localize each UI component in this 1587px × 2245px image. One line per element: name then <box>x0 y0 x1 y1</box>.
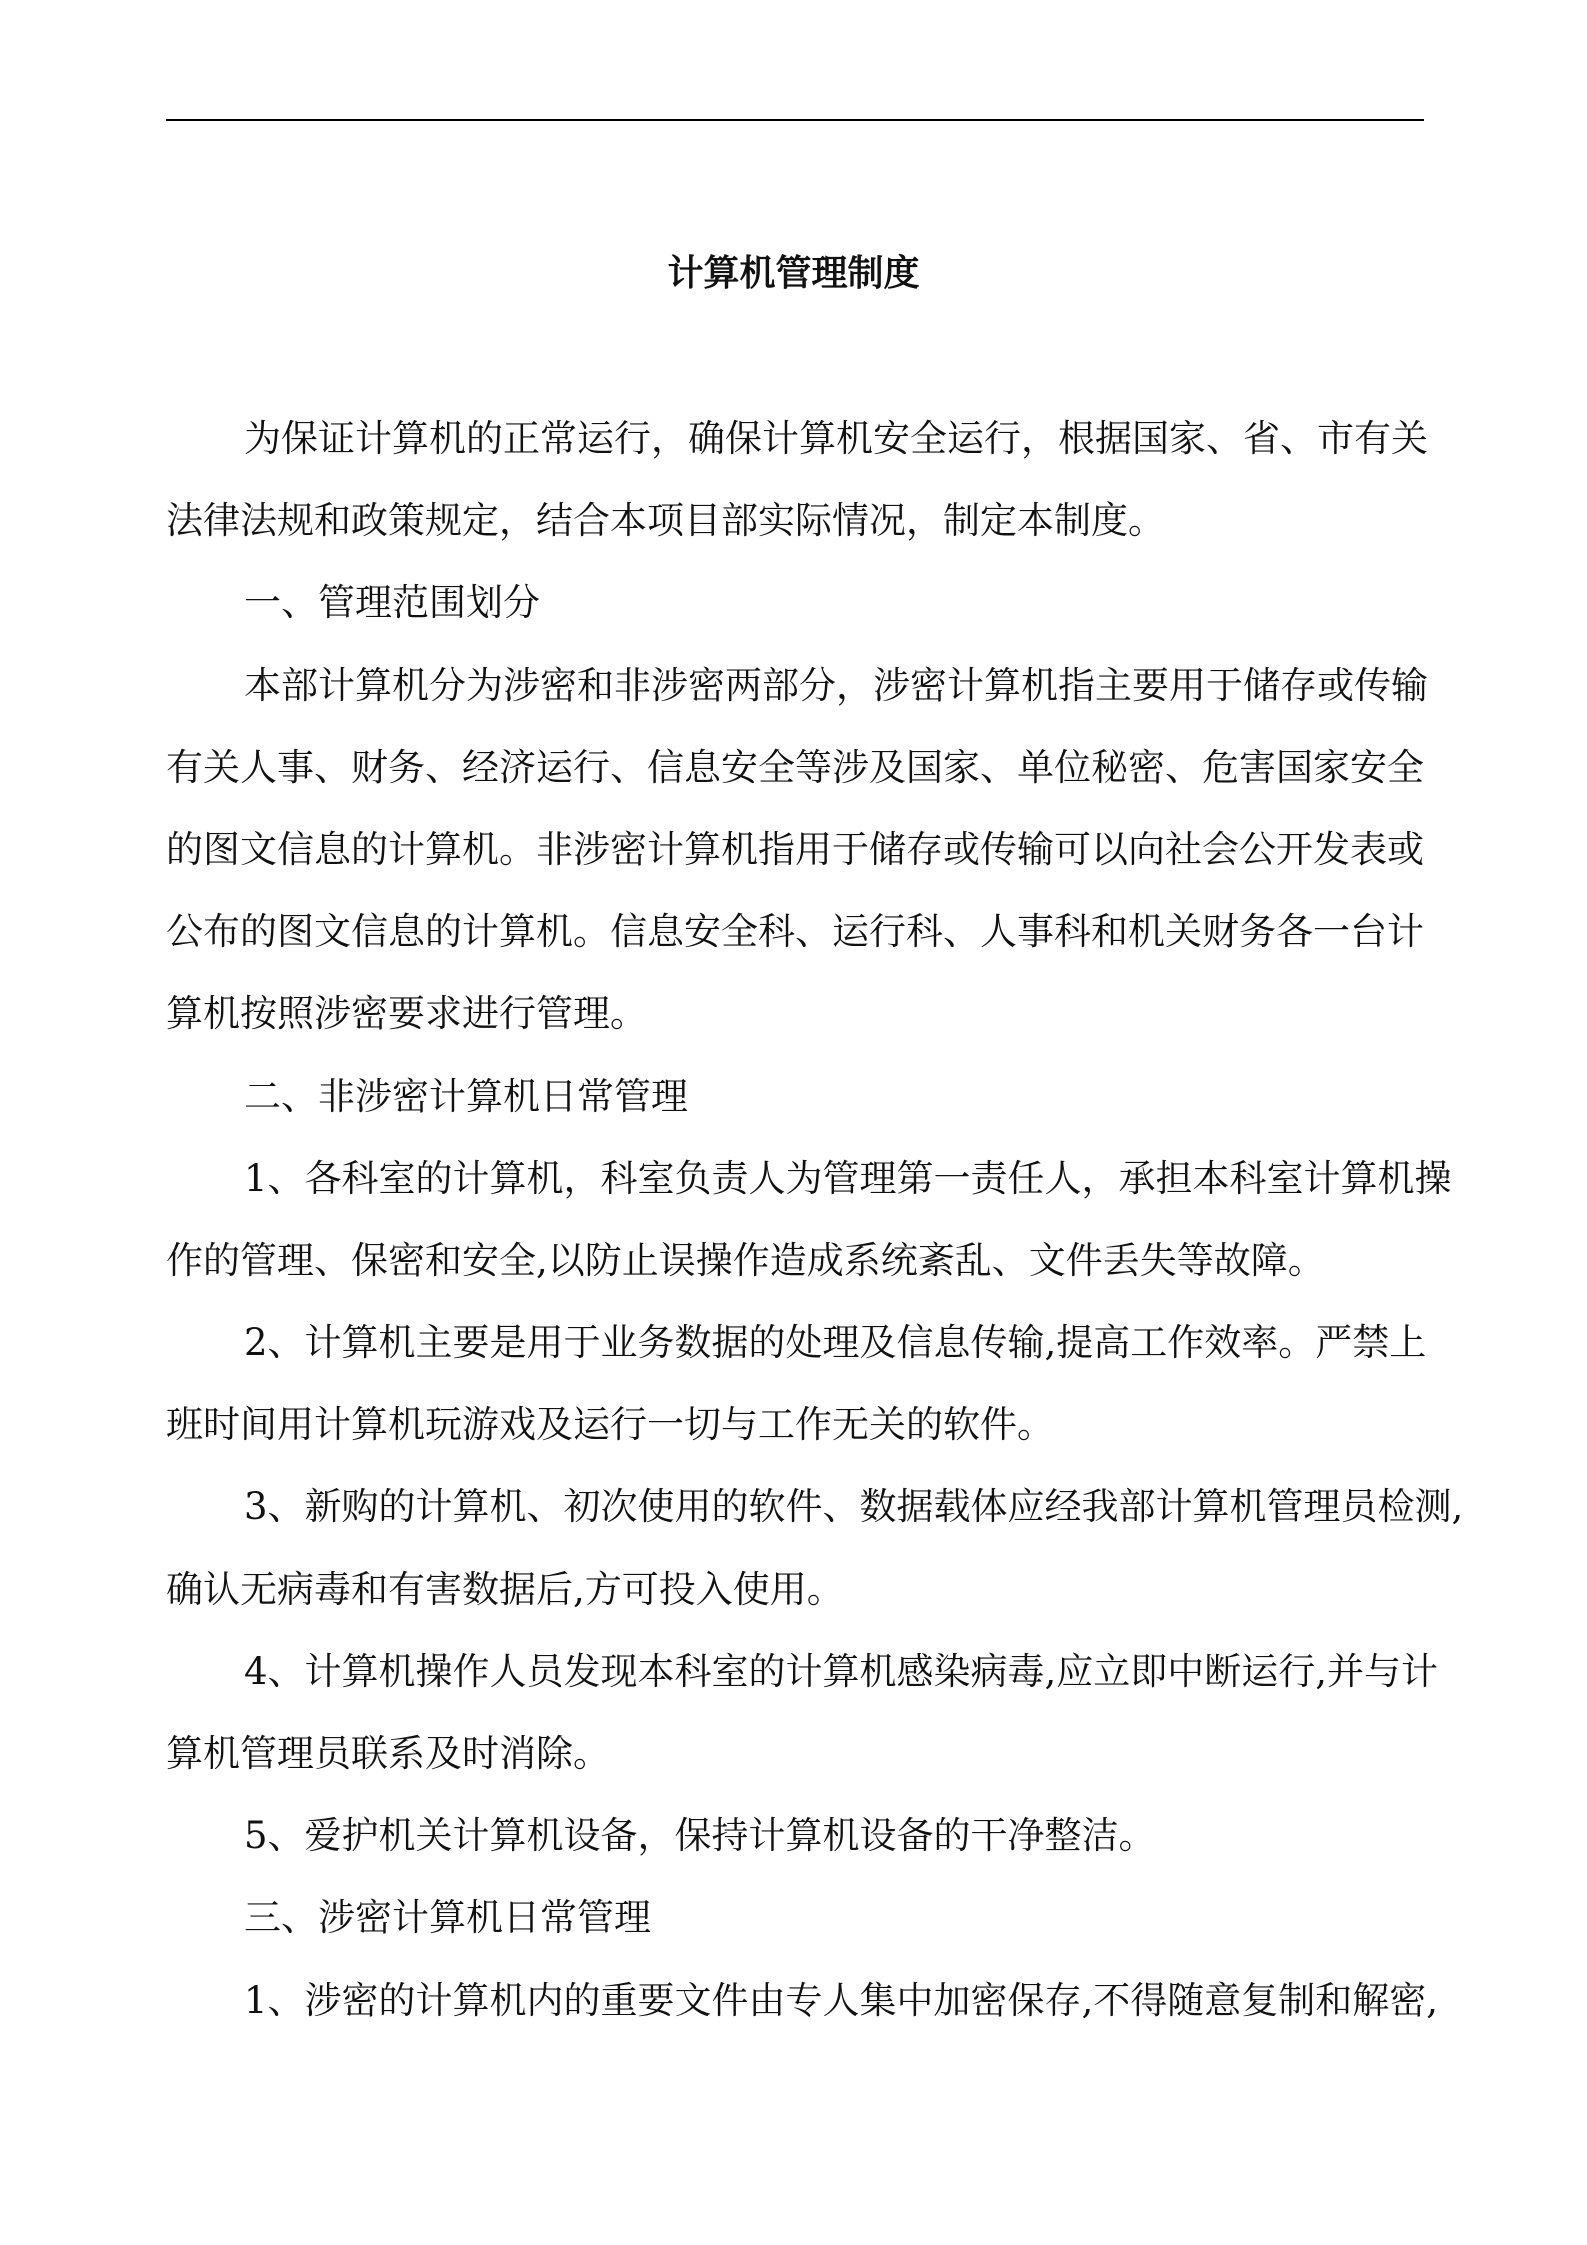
paragraph <box>166 1480 1464 1644</box>
header-rule <box>166 119 1424 121</box>
paragraph-line: 法律法规和政策规定，结合本项目部实际情况，制定本制度。 <box>166 499 1165 543</box>
paragraph-line: 班时间用计算机玩游戏及运行一切与工作无关的软件。 <box>166 1403 1054 1447</box>
paragraph-line: 2、计算机主要是用于业务数据的处理及信息传输,提高工作效率。严禁上 <box>244 1321 1427 1365</box>
paragraph-line: 1、涉密的计算机内的重要文件由专人集中加密保存,不得随意复制和解密, <box>244 1978 1439 2022</box>
paragraph-line: 算机按照涉密要求进行管理。 <box>166 992 647 1036</box>
paragraph-line: 二、非涉密计算机日常管理 <box>244 1074 688 1118</box>
paragraph <box>166 1974 1439 2056</box>
paragraph-line: 1、各科室的计算机，科室负责人为管理第一责任人，承担本科室计算机操 <box>244 1156 1452 1200</box>
paragraph-line: 确认无病毒和有害数据后,方可投入使用。 <box>166 1567 844 1611</box>
paragraph-line: 有关人事、财务、经济运行、信息安全等涉及国家、单位秘密、危害国家安全 <box>166 745 1424 789</box>
paragraph <box>166 659 1428 1070</box>
paragraph-line: 算机管理员联系及时消除。 <box>166 1732 610 1775</box>
paragraph <box>166 1809 1424 1891</box>
paragraph-line: 三、涉密计算机日常管理 <box>244 1896 651 1940</box>
paragraph <box>166 1316 1427 1480</box>
paragraph-line: 一、管理范围划分 <box>244 581 540 625</box>
paragraph <box>166 412 1428 576</box>
paragraph-line: 本部计算机分为涉密和非涉密两部分，涉密计算机指主要用于储存或传输 <box>244 663 1428 707</box>
paragraph-line: 3、新购的计算机、初次使用的软件、数据载体应经我部计算机管理员检测, <box>244 1485 1464 1529</box>
paragraph-line: 的图文信息的计算机。非涉密计算机指用于储存或传输可以向社会公开发表或 <box>166 827 1424 871</box>
document-body <box>166 412 1464 2056</box>
paragraph <box>166 1152 1452 1316</box>
paragraph <box>166 576 1424 658</box>
paragraph <box>166 1070 1424 1152</box>
paragraph-line: 为保证计算机的正常运行，确保计算机安全运行，根据国家、省、市有关 <box>244 417 1428 460</box>
paragraph-line: 公布的图文信息的计算机。信息安全科、运行科、人事科和机关财务各一台计 <box>166 910 1424 954</box>
paragraph <box>166 1891 1424 1973</box>
document-title: 计算机管理制度 <box>667 252 920 294</box>
paragraph-line: 5、爱护机关计算机设备，保持计算机设备的干净整洁。 <box>244 1814 1156 1858</box>
paragraph <box>166 1645 1439 1809</box>
paragraph-line: 4、计算机操作人员发现本科室的计算机感染病毒,应立即中断运行,并与计 <box>244 1649 1439 1693</box>
paragraph-line: 作的管理、保密和安全,以防止误操作造成系统紊乱、文件丢失等故障。 <box>166 1238 1325 1282</box>
